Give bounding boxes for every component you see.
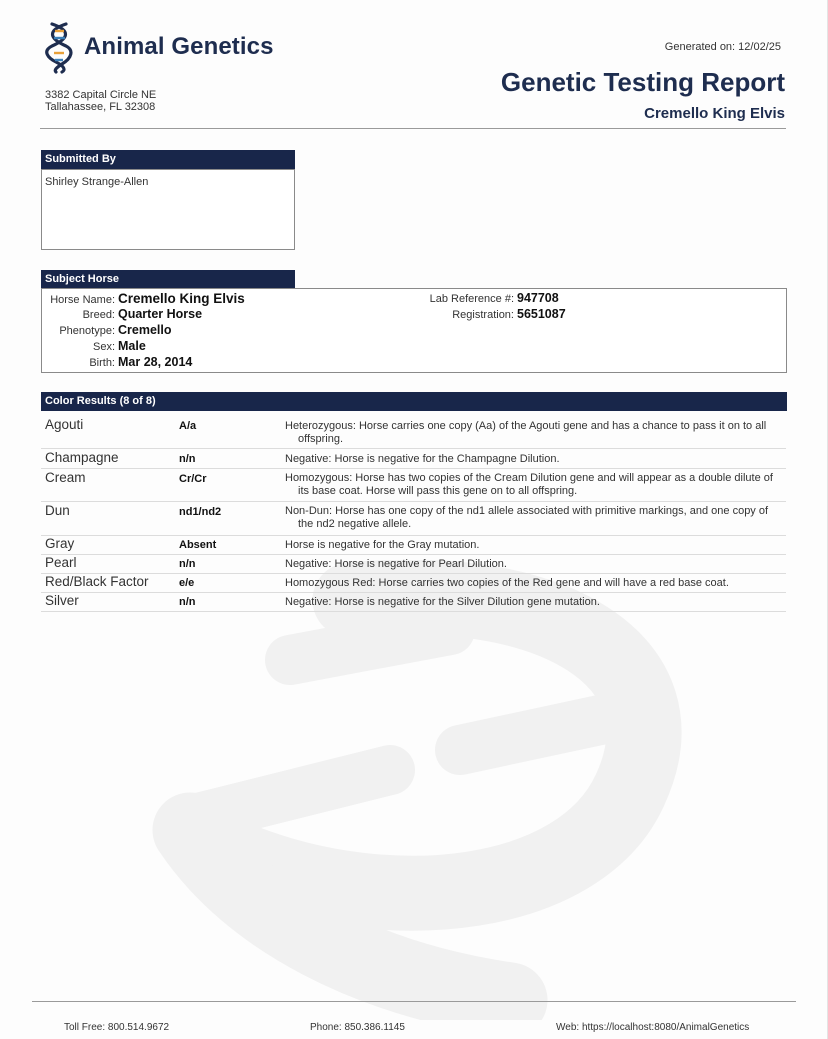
- company-logo: [44, 20, 274, 74]
- phenotype-label: Phenotype:: [59, 325, 115, 337]
- registration-field: [410, 307, 566, 321]
- table-row: [41, 555, 786, 574]
- table-row: [41, 469, 786, 502]
- company-name: Animal Genetics: [84, 33, 274, 60]
- header-divider: [40, 128, 786, 129]
- result-description: Non-Dun: Horse has one copy of the nd1 allele associated with primitive markings, and one copy of the nd2 negative allele.: [285, 505, 769, 530]
- table-row: [41, 449, 786, 469]
- dna-watermark-icon: [130, 560, 690, 1020]
- genotype: n/n: [179, 558, 196, 570]
- registration-value: 5651087: [517, 307, 566, 321]
- table-row: [41, 593, 786, 612]
- dna-logo-icon: [44, 20, 76, 74]
- breed-value: Quarter Horse: [118, 307, 203, 321]
- result-description: Negative: Horse is negative for Pearl Dilution.: [285, 558, 507, 570]
- registration-label: Registration:: [452, 309, 514, 321]
- color-results-heading: Color Results (8 of 8): [41, 392, 787, 411]
- birth-value: Mar 28, 2014: [118, 355, 193, 369]
- gene-name: Silver: [45, 593, 79, 608]
- result-description: Negative: Horse is negative for the Silver Dilution gene mutation.: [285, 596, 600, 608]
- sex-field: [45, 339, 146, 353]
- genotype: nd1/nd2: [179, 506, 222, 518]
- breed-field: [45, 307, 202, 321]
- horse-name-value: Cremello King Elvis: [118, 291, 245, 306]
- phenotype-value: Cremello: [118, 323, 172, 337]
- birth-label: Birth:: [89, 357, 115, 369]
- generated-date: Generated on: 12/02/25: [664, 41, 781, 53]
- genotype: n/n: [179, 596, 196, 608]
- gene-name: Champagne: [45, 450, 119, 465]
- lab-reference-label: Lab Reference #:: [429, 293, 514, 305]
- result-description: Negative: Horse is negative for the Champagne Dilution.: [285, 453, 560, 465]
- company-address: [45, 89, 156, 113]
- genotype: n/n: [179, 453, 196, 465]
- phenotype-field: [45, 323, 172, 337]
- table-row: [41, 502, 786, 536]
- address-line-1: 3382 Capital Circle NE: [45, 89, 157, 101]
- submitter-name: Shirley Strange-Allen: [45, 176, 149, 188]
- gene-name: Red/Black Factor: [45, 574, 149, 589]
- footer-tollfree: Toll Free: 800.514.9672: [64, 1022, 170, 1033]
- result-description: Horse is negative for the Gray mutation.: [285, 539, 480, 551]
- gene-name: Pearl: [45, 555, 77, 570]
- submitted-by-heading: Submitted By: [41, 150, 295, 169]
- subject-horse-heading: Subject Horse: [41, 270, 295, 289]
- sex-label: Sex:: [92, 341, 115, 353]
- horse-name-field: [45, 291, 245, 306]
- genotype: A/a: [179, 420, 197, 432]
- table-row: [41, 574, 786, 593]
- report-subject: Cremello King Elvis: [644, 105, 785, 122]
- gene-name: Agouti: [45, 417, 84, 432]
- sex-value: Male: [118, 339, 146, 353]
- gene-name: Cream: [45, 470, 86, 485]
- breed-label: Breed:: [82, 309, 115, 321]
- footer-divider: [32, 1001, 796, 1002]
- table-row: [41, 536, 786, 555]
- result-description: Homozygous Red: Horse carries two copies of the Red gene and will have a red base coat.: [285, 577, 729, 589]
- genotype: e/e: [179, 577, 195, 589]
- lab-reference-value: 947708: [517, 291, 559, 305]
- footer-web-link[interactable]: Web: https://localhost:8080/AnimalGenetics: [556, 1022, 750, 1033]
- lab-reference-field: [410, 291, 559, 305]
- table-row: [41, 410, 786, 449]
- report-title: Genetic Testing Report: [500, 67, 785, 97]
- gene-name: Dun: [45, 503, 70, 518]
- horse-name-label: Horse Name:: [50, 294, 115, 306]
- genotype: Cr/Cr: [179, 473, 207, 485]
- gene-name: Gray: [45, 536, 75, 551]
- result-description: Homozygous: Horse has two copies of the Cream Dilution gene and will appear as a double dilute of its base coat. Horse will pass this gene on to all offspring.: [285, 472, 773, 497]
- footer-phone: Phone: 850.386.1145: [310, 1022, 405, 1033]
- address-line-2: Tallahassee, FL 32308: [45, 101, 156, 113]
- genotype: Absent: [179, 539, 217, 551]
- result-description: Heterozygous: Horse carries one copy (Aa) of the Agouti gene and has a chance to pass it on to all offspring.: [285, 420, 767, 445]
- birth-field: [45, 355, 192, 369]
